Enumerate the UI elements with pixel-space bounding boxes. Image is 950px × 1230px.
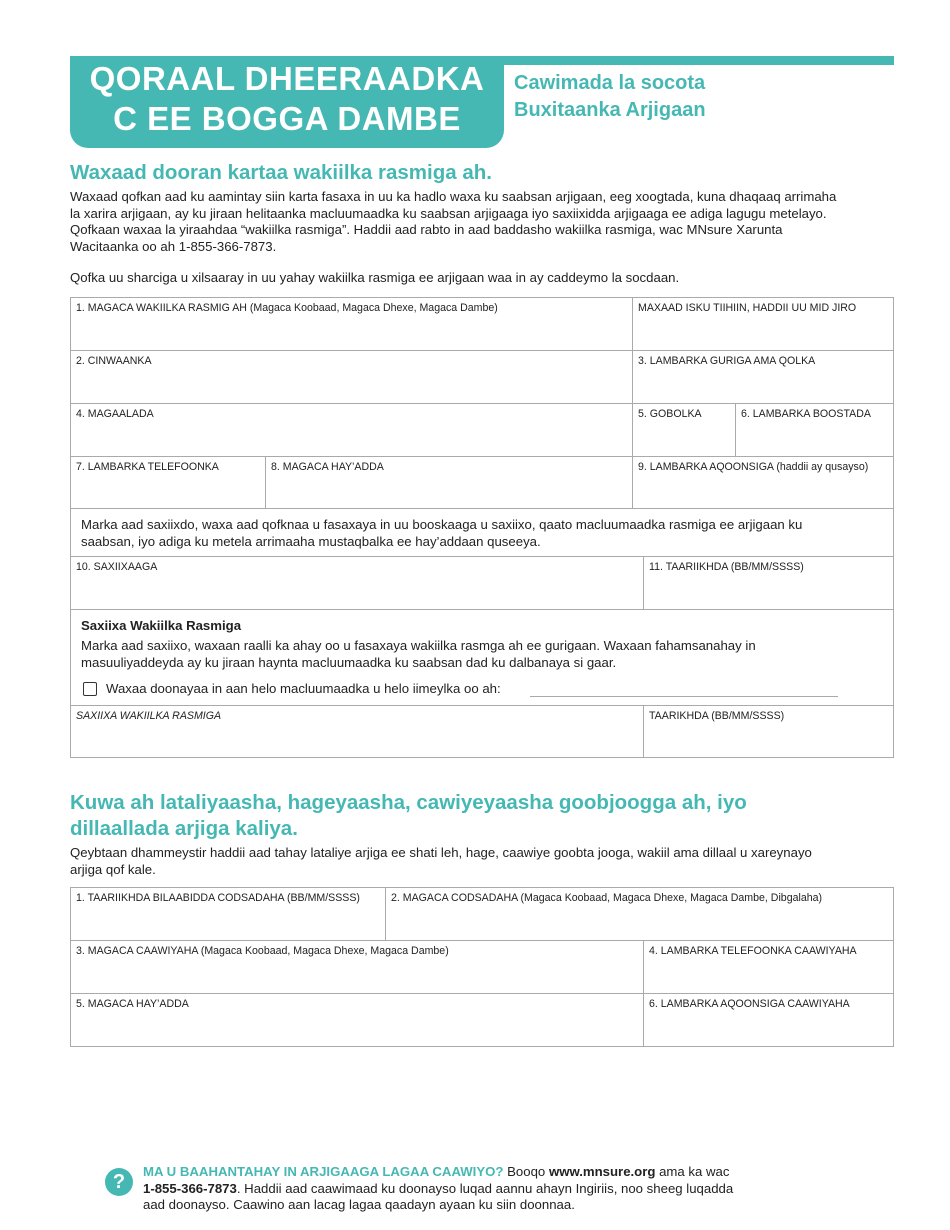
field-label: 5. MAGACA HAY’ADDA bbox=[76, 998, 189, 1010]
email-checkbox[interactable] bbox=[83, 682, 97, 696]
page-title-box bbox=[70, 56, 504, 148]
heading-line: dillaallada arjiga kaliya. bbox=[70, 817, 298, 840]
help-footer bbox=[143, 1164, 793, 1214]
field-label: SAXIIXA WAKIILKA RASMIGA bbox=[76, 710, 222, 722]
help-text: ama ka wac bbox=[655, 1164, 730, 1179]
section-heading-assisters bbox=[70, 790, 900, 842]
address-field[interactable] bbox=[70, 350, 633, 404]
organization-field[interactable] bbox=[265, 456, 633, 509]
phone-number[interactable]: 1-855-366-7873 bbox=[143, 1180, 237, 1196]
field-label: TAARIKHDA (BB/MM/SSSS) bbox=[649, 710, 785, 722]
rep-name-field[interactable] bbox=[70, 297, 633, 351]
question-icon: ? bbox=[105, 1168, 133, 1196]
applicant-start-date-field[interactable] bbox=[70, 887, 386, 941]
assister-name-field[interactable] bbox=[70, 940, 644, 994]
state-field[interactable] bbox=[632, 403, 736, 457]
help-text: aad doonayso. Caawino aan lacag lagaa qaadayn ayaan ku siin doonnaa. bbox=[143, 1197, 575, 1212]
proof-note: Qofka uu sharciga u xilsaaray in uu yahay wakiilka rasmiga ee arjigaan waa in ay caddeymo la socdaan. bbox=[70, 270, 680, 285]
email-checkbox-label: Waxaa doonayaa in aan helo macluumaadka u helo iimeylka oo ah: bbox=[106, 681, 501, 696]
subtitle-line-1: Cawimada la socota bbox=[514, 72, 706, 94]
your-signature-field[interactable] bbox=[70, 556, 644, 610]
subtitle-line-2: Buxitaanka Arjigaan bbox=[514, 99, 706, 121]
field-label: 4. MAGAALADA bbox=[76, 408, 154, 420]
your-date-field[interactable] bbox=[643, 556, 894, 610]
email-input-line[interactable] bbox=[530, 696, 838, 697]
page-title-line-2: C EE BOGGA DAMBE bbox=[113, 100, 461, 137]
intro-line: arjiga qof kale. bbox=[70, 861, 156, 877]
help-lead: MA U BAAHANTAHAY IN ARJIGAAGA LAGAA CAAWIYO? bbox=[143, 1164, 504, 1179]
help-text: Booqo bbox=[503, 1164, 549, 1179]
help-text: . Haddii aad caawimaad ku doonayso luqad aannu ahayn Ingiriis, noo sheeg luqadda bbox=[236, 1180, 734, 1196]
rep-signature-text: masuuliyaddeyda ay ku jiraan haynta macluumaadka ku saabsan dad ku dalbanaya si gaar. bbox=[81, 655, 617, 670]
apartment-field[interactable] bbox=[632, 350, 894, 404]
field-hint: (Magaca Koobaad, Magaca Dhexe, Magaca Dambe) bbox=[249, 302, 498, 314]
field-label: 7. LAMBARKA TELEFOONKA bbox=[76, 461, 219, 473]
intro-line: Wacitaanka oo ah 1-855-366-7873. bbox=[70, 239, 277, 255]
page-title-line-1: QORAAL DHEERAADKA bbox=[89, 60, 485, 97]
rep-signature-heading: Saxiixa Wakiilka Rasmiga bbox=[81, 618, 242, 633]
intro-line: Qofkaan waxaa la yiraahdaa “wakiilka rasmiga”. Haddii aad rabto in aad baddasho wakiilka rasmiga, wac MNsure Xarunta bbox=[70, 222, 783, 238]
field-hint: (Magaca Koobaad, Magaca Dhexe, Magaca Dambe, Dibgalaha) bbox=[520, 892, 823, 904]
rep-signature-field[interactable] bbox=[70, 705, 644, 758]
field-label: 9. LAMBARKA AQOONSIGA bbox=[638, 461, 774, 473]
notice-line: Marka aad saxiixdo, waxa aad qofknaa u fasaxaya in uu booskaaga u saxiixo, qaato macluumaadka rasmiga ee arjigaan ku bbox=[81, 517, 803, 532]
field-label: 1. TAARIIKHDA BILAABIDDA CODSADAHA (BB/MM/SSSS) bbox=[76, 892, 360, 904]
notice-line: saabsan, iyo adiga ku metela arrimaaha mustaqbalka ee hay’addaan quseeya. bbox=[81, 534, 541, 549]
city-field[interactable] bbox=[70, 403, 633, 457]
assister-organization-field[interactable] bbox=[70, 993, 644, 1047]
field-label: 2. MAGACA CODSADAHA bbox=[391, 892, 518, 904]
field-label: 6. LAMBARKA BOOSTADA bbox=[741, 408, 871, 420]
section-intro bbox=[70, 189, 900, 256]
field-label: 2. CINWAANKA bbox=[76, 355, 152, 367]
relationship-field[interactable] bbox=[632, 297, 894, 351]
website-link[interactable]: www.mnsure.org bbox=[548, 1164, 656, 1179]
intro-line: Qeybtaan dhammeystir haddii aad tahay lataliye arjiga ee shati leh, hage, caawiye goobta jooga, wakiil ama dillaal u xareynayo bbox=[70, 845, 812, 860]
field-label: 11. TAARIIKHDA (BB/MM/SSSS) bbox=[649, 561, 804, 573]
assister-phone-field[interactable] bbox=[643, 940, 894, 994]
intro-line: Waxaad qofkan aad ku aamintay siin karta fasaxa in uu ka hadlo waxa ku saabsan arjigaan, eeg xoogtada, kuna dhaqaaq arrimaha bbox=[70, 189, 837, 204]
signature-notice bbox=[70, 508, 894, 557]
heading-line: Kuwa ah lataliyaasha, hageyaasha, cawiyeyaasha goobjoogga ah, iyo bbox=[70, 791, 747, 814]
rep-signature-text: Marka aad saxiixo, waxaan raalli ka ahay oo u fasaxaya wakiilka rasmga ah ee gurigaan. Waxaan fahamsanahay in bbox=[81, 638, 756, 653]
field-label: 3. LAMBARKA GURIGA AMA QOLKA bbox=[638, 355, 816, 367]
field-label: 1. MAGACA WAKIILKA RASMIG AH bbox=[76, 302, 247, 314]
field-hint: (Magaca Koobaad, Magaca Dhexe, Magaca Dambe) bbox=[200, 945, 449, 957]
assister-id-field[interactable] bbox=[643, 993, 894, 1047]
id-number-field[interactable] bbox=[632, 456, 894, 509]
field-label: 5. GOBOLKA bbox=[638, 408, 702, 420]
field-label: 10. SAXIIXAAGA bbox=[76, 561, 158, 573]
field-hint: (haddii ay qusayso) bbox=[776, 461, 869, 473]
zip-field[interactable] bbox=[735, 403, 894, 457]
field-label: 8. MAGACA HAY’ADDA bbox=[271, 461, 384, 473]
field-label: MAXAAD ISKU TIIHIIN, HADDII UU MID JIRO bbox=[638, 302, 857, 314]
field-label: 4. LAMBARKA TELEFOONKA CAAWIYAHA bbox=[649, 945, 857, 957]
field-label: 6. LAMBARKA AQOONSIGA CAAWIYAHA bbox=[649, 998, 850, 1010]
intro-line: la xarira arjigaan, ay ku jiraan helitaanka macluumaadka ku saabsan arjigaaga iyo saxiixidda arjigaaga ee adiga lagugu metelayo. bbox=[70, 205, 827, 221]
applicant-name-field[interactable] bbox=[385, 887, 894, 941]
section-heading-representative: Waxaad dooran kartaa wakiilka rasmiga ah. bbox=[70, 161, 492, 184]
assister-intro bbox=[70, 845, 900, 878]
field-label: 3. MAGACA CAAWIYAHA bbox=[76, 945, 198, 957]
phone-field[interactable] bbox=[70, 456, 266, 509]
rep-date-field[interactable] bbox=[643, 705, 894, 758]
